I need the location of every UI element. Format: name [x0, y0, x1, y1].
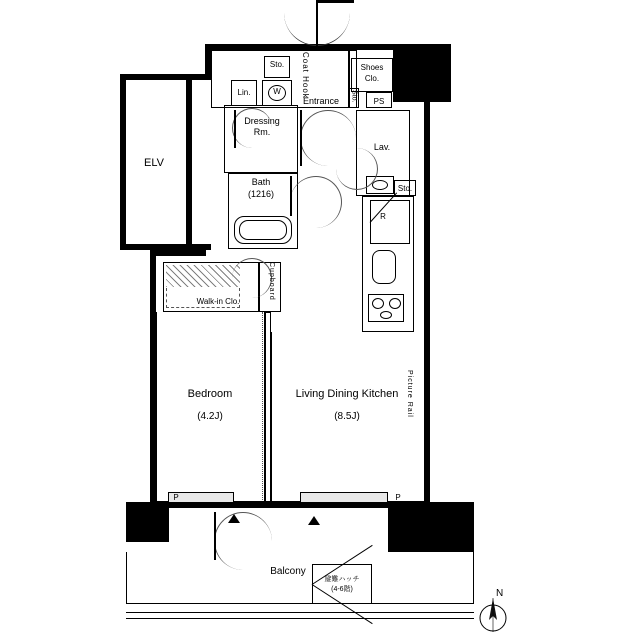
closet-hanger-hatch — [166, 265, 240, 287]
label-p-right: P — [395, 493, 401, 502]
bedroom-floor — [156, 312, 265, 502]
label-bath: Bath — [251, 177, 271, 187]
label-lav: Lav. — [373, 142, 391, 152]
label-dressing-room: Dressing Rm. — [244, 116, 280, 137]
label-picture-rail: Picture Rail — [406, 370, 413, 418]
vanity-sink — [372, 180, 388, 190]
label-balcony: Balcony — [270, 566, 306, 577]
balcony-divider-left — [168, 508, 169, 542]
wall-elv-band — [120, 74, 211, 80]
wall-bottom-left-block — [126, 502, 168, 542]
slider-arrow-right — [308, 516, 320, 525]
label-fridge: R — [380, 212, 386, 221]
door-leaf-dressing — [234, 110, 236, 148]
door-swing-lav — [336, 148, 378, 190]
fridge-box — [370, 200, 410, 244]
wall-bottom-right-stub — [430, 502, 474, 512]
label-evacuation-hatch-floors: (4-6階) — [331, 586, 353, 593]
wall-elv-left — [120, 74, 126, 250]
door-leaf-bath — [290, 176, 292, 216]
door-swing-balcony — [214, 512, 272, 570]
label-entrance: Entrance — [303, 96, 340, 106]
door-swing-bath — [290, 176, 342, 228]
label-ldk: Living Dining Kitchen — [295, 388, 399, 400]
compass — [470, 588, 516, 638]
label-sto-lav: Sto. — [397, 184, 413, 193]
label-bath-size: (1216) — [247, 189, 275, 199]
door-leaf-entrance-inner — [300, 110, 302, 166]
slider-arrow-left — [228, 514, 240, 523]
wall-top-right-block — [393, 44, 451, 102]
balcony-rail-2 — [126, 618, 474, 619]
compass-label-n: N — [496, 588, 504, 599]
stove-burner-3 — [380, 311, 392, 319]
label-bedroom-size: (4.2J) — [197, 411, 223, 422]
label-ldk-size: (8.5J) — [334, 411, 360, 422]
stove-burner-2 — [389, 298, 401, 309]
label-sto-top: Sto. — [269, 60, 285, 69]
label-linen: Lin. — [237, 88, 251, 97]
kitchen-sink — [372, 250, 396, 284]
wall-bottom-right-block — [388, 508, 474, 552]
label-bedroom: Bedroom — [187, 388, 233, 400]
label-p-left: P — [173, 493, 179, 502]
label-walkin-closet: Walk-in Clo. — [196, 297, 240, 306]
bathtub-inner — [239, 220, 287, 240]
window-ldk — [300, 492, 388, 503]
stove-burner-1 — [372, 298, 384, 309]
label-ps: PS — [373, 97, 385, 106]
balcony-outline — [126, 552, 474, 604]
balcony-rail-1 — [126, 612, 474, 613]
door-head-top — [318, 0, 354, 3]
door-leaf-balcony — [214, 512, 216, 560]
label-evacuation-hatch: 避難ハッチ — [324, 576, 360, 583]
wall-right-outer — [424, 50, 430, 508]
label-shoes-closet: Shoes Clo. — [360, 63, 384, 83]
label-sto-vertical: Sto. — [350, 90, 358, 103]
label-elv: ELV — [144, 157, 164, 169]
door-leaf-entry-top — [316, 0, 318, 46]
balcony-divider-right — [388, 508, 389, 552]
wall-left-return — [150, 250, 206, 256]
wall-corridor-left — [186, 74, 192, 250]
label-cupboard: Cupboard — [268, 262, 275, 301]
label-washer: W — [273, 87, 281, 96]
label-coat-hook: Coat Hook — [301, 52, 310, 99]
